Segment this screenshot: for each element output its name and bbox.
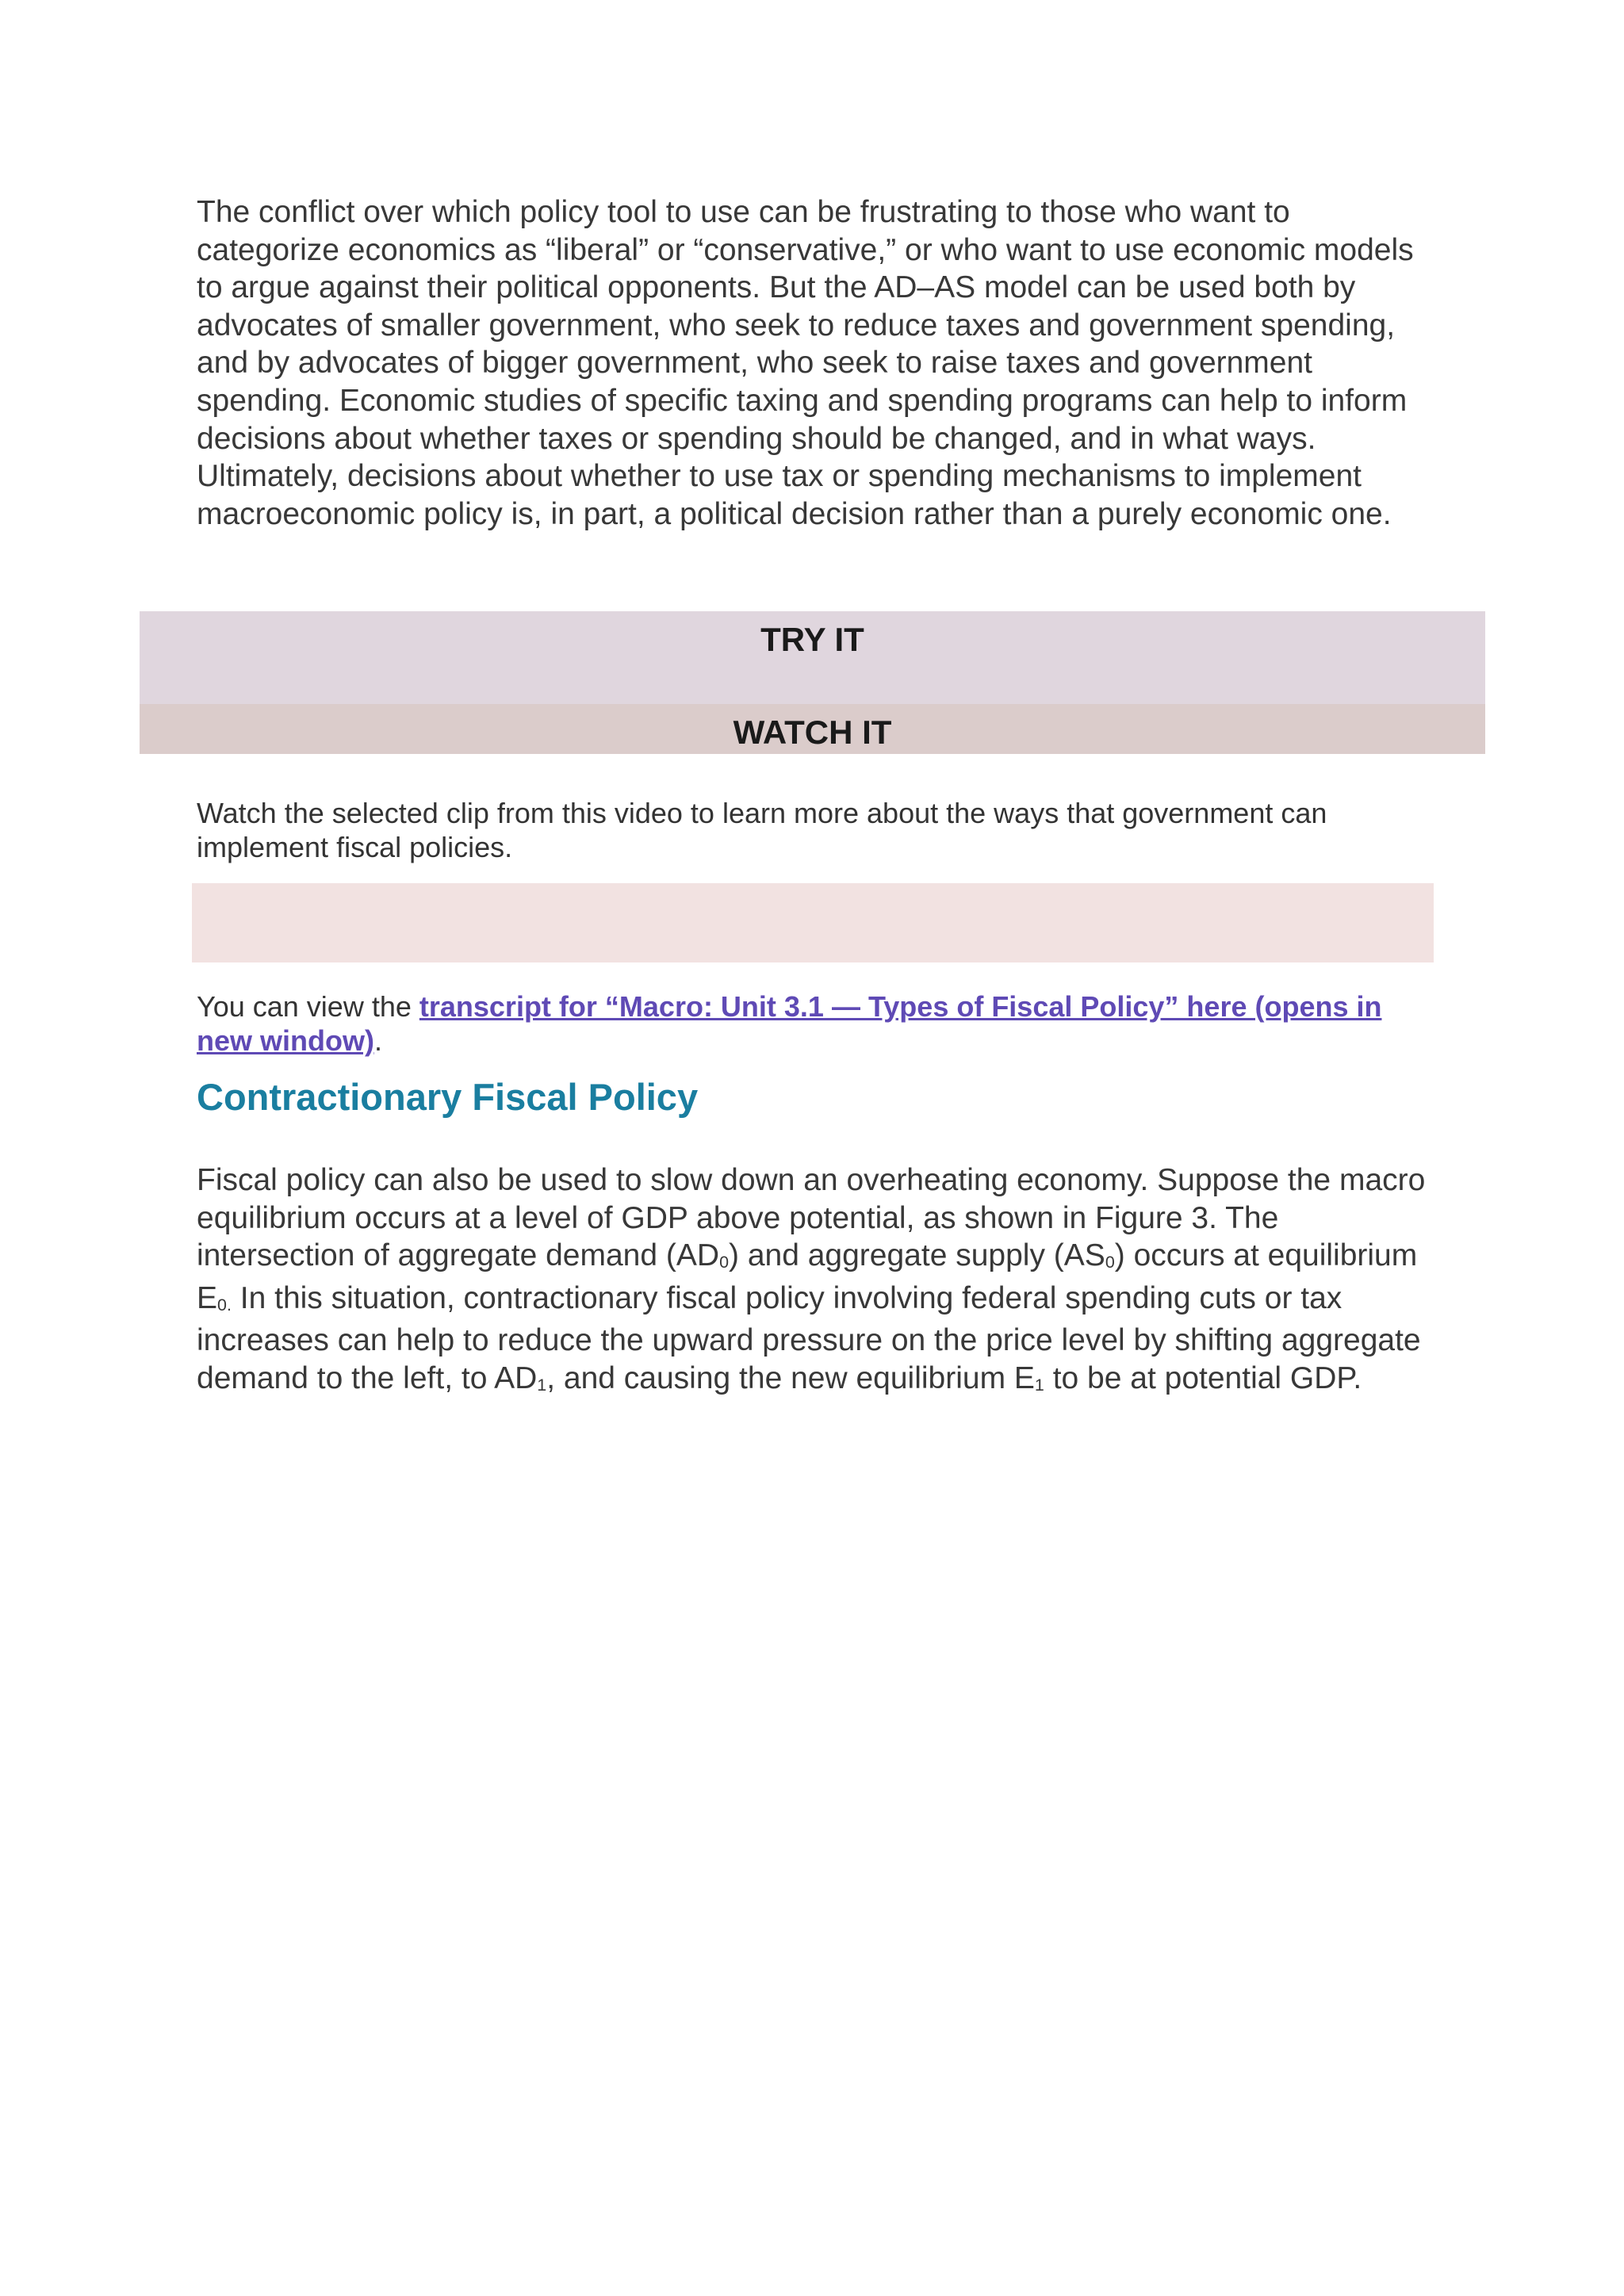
transcript-line [197, 989, 1434, 1058]
section-heading: Contractionary Fiscal Policy [197, 1076, 699, 1118]
subscript: 1 [537, 1376, 547, 1395]
paragraph-text: to be at potential GDP. [1044, 1360, 1362, 1395]
subscript: 0. [217, 1295, 232, 1314]
watch-it-label: WATCH IT [733, 714, 892, 751]
paragraph-text: ) occurs at equilibrium E [197, 1238, 1418, 1315]
transcript-prefix: You can view the [197, 990, 419, 1023]
video-embed-placeholder[interactable] [192, 883, 1434, 962]
subscript: 1 [1034, 1376, 1044, 1395]
watch-it-banner [140, 704, 1485, 754]
transcript-link[interactable]: transcript for “Macro: Unit 3.1 — Types of Fiscal Policy” here (opens in new window) [197, 990, 1382, 1057]
paragraph-text: In this situation, contractionary fiscal policy involving federal spending cuts or tax increases can help to reduce the upward pressure on the price level by shifting aggregate demand to the left, to AD [197, 1280, 1421, 1395]
try-it-label: TRY IT [760, 621, 864, 658]
paragraph-text: , and causing the new equilibrium E [546, 1360, 1035, 1395]
subscript: 0 [719, 1253, 729, 1272]
intro-paragraph: The conflict over which policy tool to use can be frustrating to those who want to categorize economics as “liberal” or “conservative,” or who want to use economic models to argue against their political opponents. But the AD–AS model can be used both by advocates of smaller government, who seek to reduce taxes and government spending, and by advocates of bigger government, who seek to raise taxes and government spending. Economic studies of specific taxing and spending programs can help to inform decisions about whether taxes or spending should be changed, and in what ways. Ultimately, decisions about whether to use tax or spending mechanisms to implement macroeconomic policy is, in part, a political decision rather than a purely economic one. [197, 195, 1414, 531]
paragraph-text: ) and aggregate supply (AS [729, 1238, 1105, 1273]
subscript: 0 [1105, 1253, 1115, 1272]
contractionary-paragraph [197, 1161, 1434, 1402]
paragraph-text: Fiscal policy can also be used to slow down an overheating economy. Suppose the macro equilibrium occurs at a level of GDP above potential, as shown in Figure 3. The intersection of aggregate demand (AD [197, 1163, 1426, 1273]
transcript-suffix: . [373, 1024, 382, 1057]
try-it-banner [140, 611, 1485, 704]
watch-it-description: Watch the selected clip from this video to learn more about the ways that government can implement fiscal policies. [197, 797, 1327, 863]
